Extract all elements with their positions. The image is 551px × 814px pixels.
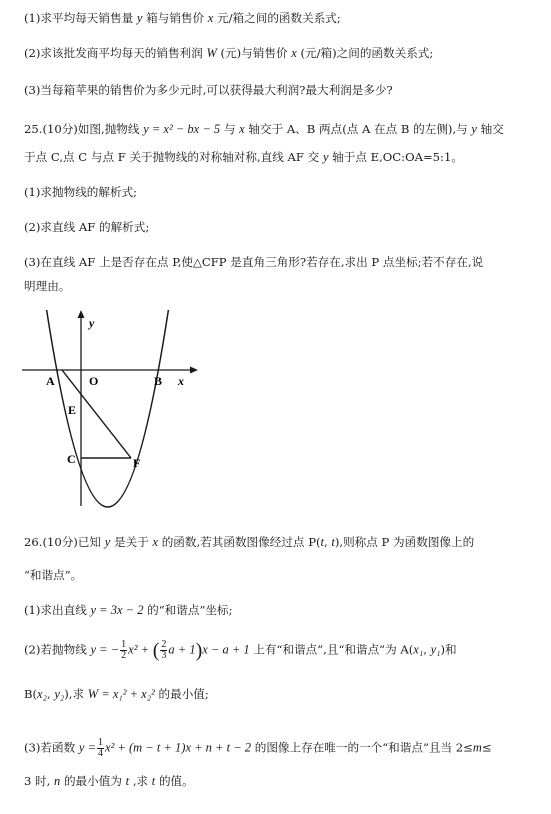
q25-head-line2: 于点 C,点 C 与点 F 关于抛物线的对称轴对称,直线 AF 交 y 轴于点 E,OC:OA=5:1。 (24, 150, 463, 164)
q26-head-line1: 26.(10分)已知 y 是关于 x 的函数,若其函数图像经过点 P(t, t),则称点 P 为函数图像上的 (24, 535, 475, 549)
parabola-curve (46, 310, 169, 507)
q25-part1: (1)求抛物线的解析式; (24, 185, 138, 199)
label-a: A (46, 374, 55, 388)
q26-part3-line1: (3)若函数 y = $\frac{1}{4}$ x² + (m − t + 1)x + n + t − 2 的图像上存在唯一的一个“和谐点”且当 2≤m≤ (24, 737, 492, 759)
q25-part2: (2)求直线 AF 的解析式; (24, 220, 150, 234)
q26-part1: (1)求出直线 y = 3x − 2 的“和谐点”坐标; (24, 603, 233, 617)
q26-part3-line2: 3 时, n 的最小值为 t ,求 t 的值。 (24, 774, 194, 788)
q24-part2: (2)求该批发商平均每天的销售利润 W (元)与销售价 x (元/箱)之间的函数关系式; (24, 46, 434, 60)
q25-equation: y = x² − bx − 5 (143, 122, 221, 136)
label-o: O (89, 374, 99, 388)
q25-part3-line1: (3)在直线 AF 上是否存在点 P,使△CFP 是直角三角形?若存在,求出 P 点坐标;若不存在,说 (24, 255, 484, 269)
q24-part3: (3)当每箱苹果的销售价为多少元时,可以获得最大利润?最大利润是多少? (24, 83, 393, 97)
label-y: y (89, 316, 95, 330)
q25-part3-line2: 明理由。 (24, 279, 71, 293)
q26-part2-line2: B(x₂, y₂),求 W = x₁² + x₂² 的最小值; (24, 687, 209, 701)
label-b: B (154, 374, 163, 388)
q25-head-line1: 25.(10分)如图,抛物线 y = x² − bx − 5 与 x 轴交于 A、B 两点(点 A 在点 B 的左侧),与 y 轴交 (24, 122, 504, 136)
q26-part2-line1: (2)若抛物线 y = − $\frac{1}{2}$ x² + ( $\frac{2}{3}$ a + 1)x − a + 1 上有“和谐点”,且“和谐点”为 A(x₁, y₁)和 (24, 639, 457, 662)
x-axis-arrow (190, 367, 198, 374)
q24-part1: (1)求平均每天销售量 y 箱与销售价 x 元/箱之间的函数关系式; (24, 11, 341, 25)
parabola-figure (18, 310, 198, 508)
q26-head-line2: “和谐点”。 (24, 568, 83, 582)
label-f: F (133, 456, 141, 470)
label-e: E (68, 403, 77, 417)
y-axis-arrow (78, 310, 85, 318)
label-c: C (67, 452, 76, 466)
label-x: x (178, 374, 184, 388)
